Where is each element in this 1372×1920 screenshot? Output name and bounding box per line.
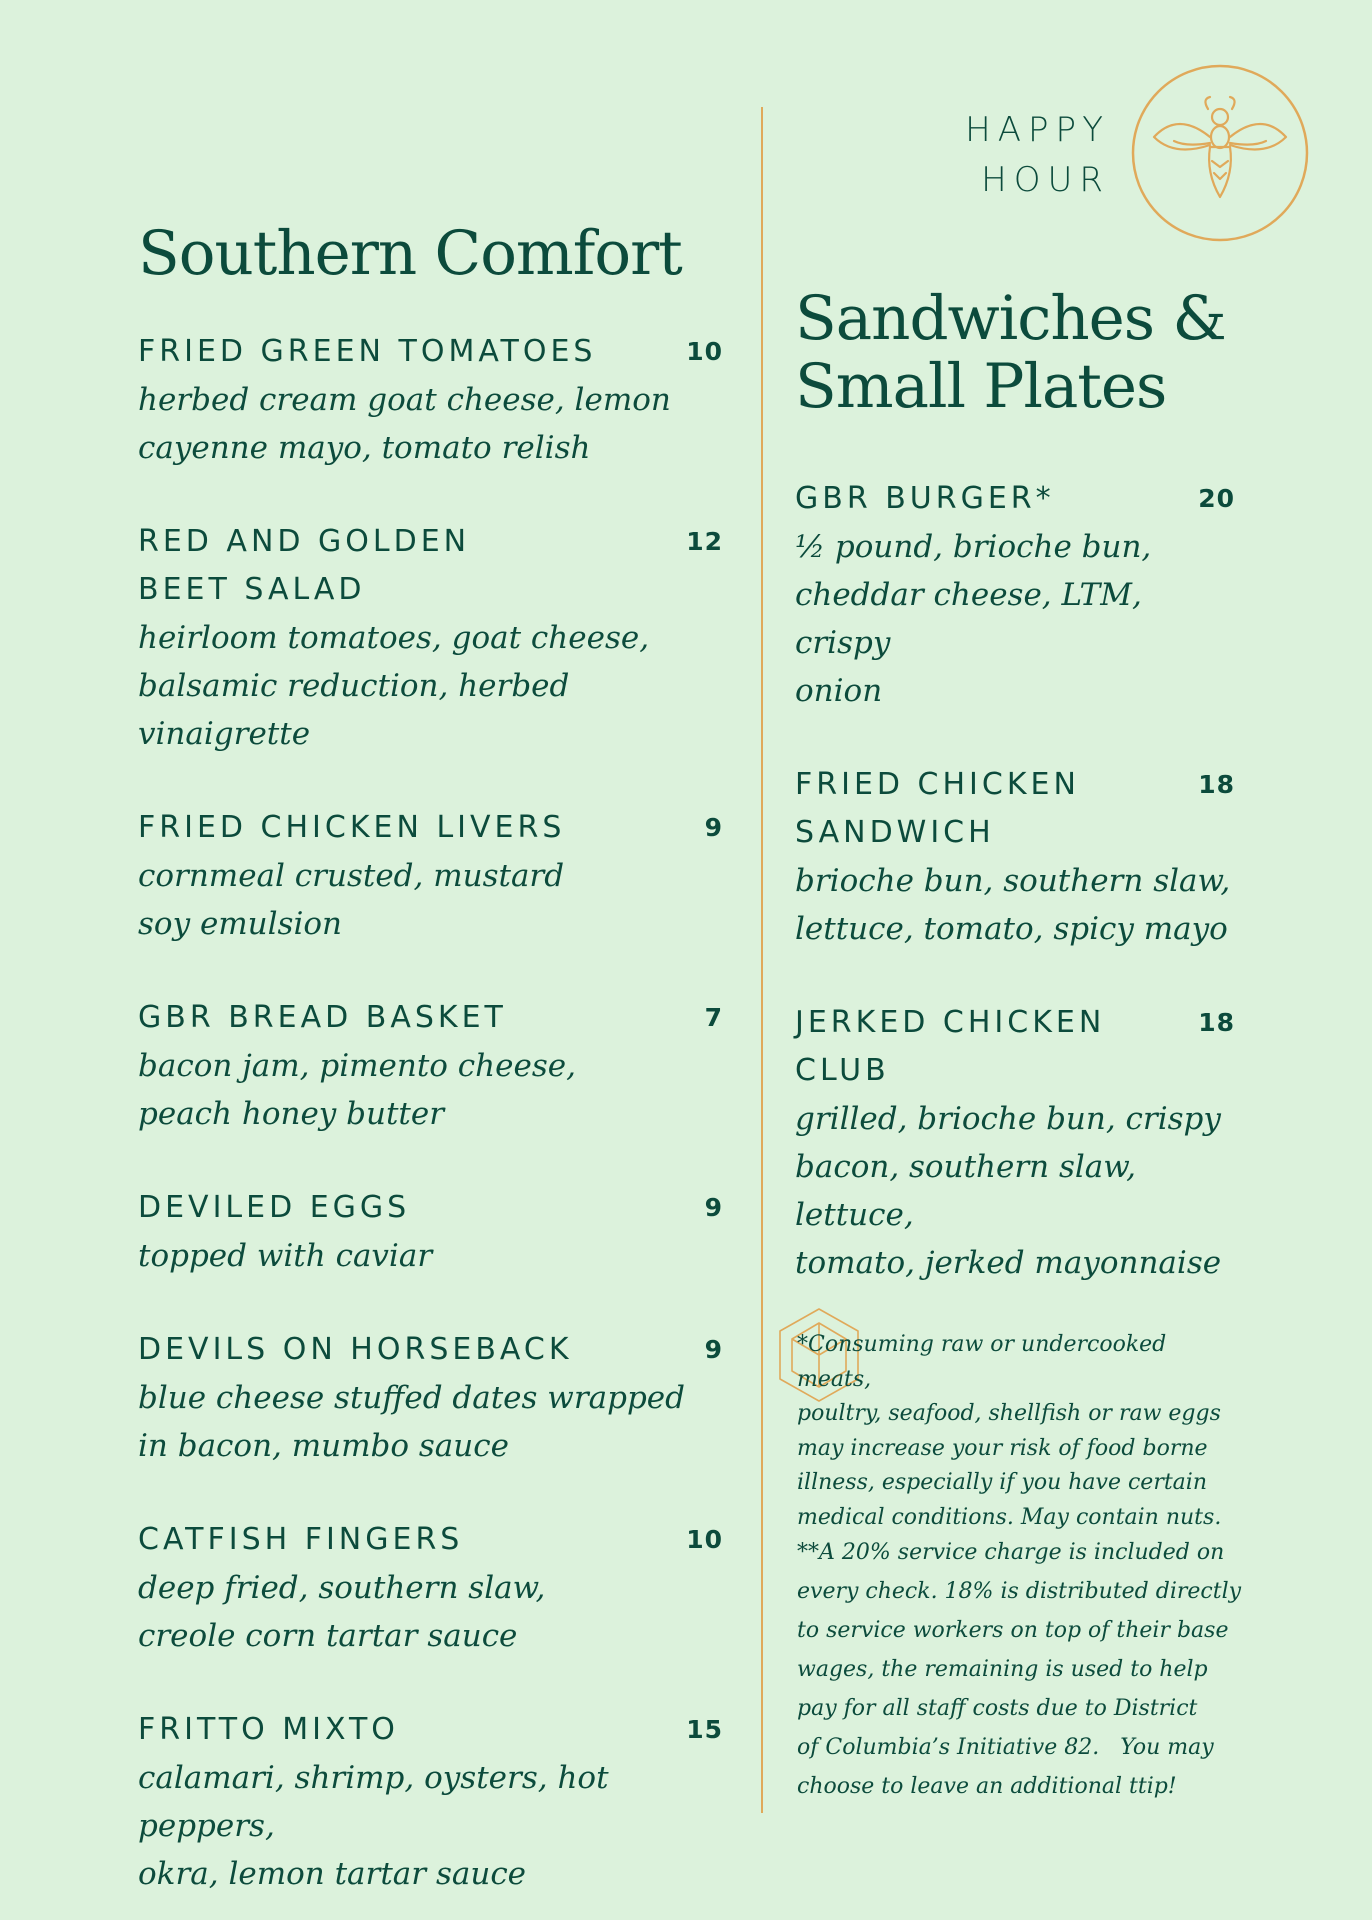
bee-icon <box>1130 63 1310 243</box>
item-name: FRIED CHICKEN LIVERS <box>138 810 566 845</box>
item-description: deep fried, southern slaw, creole corn tartar sauce <box>138 1570 546 1654</box>
item-name: DEVILED EGGS <box>138 1190 411 1225</box>
section-title-sandwiches: Sandwiches & Small Plates <box>795 283 1226 422</box>
menu-item <box>138 1516 723 1660</box>
item-description: bacon jam, pimento cheese, peach honey butter <box>138 1048 576 1132</box>
item-description: cornmeal crusted, mustard soy emulsion <box>138 858 565 942</box>
item-name: CATFISH FINGERS <box>138 1522 464 1557</box>
happy-hour-label <box>940 105 1110 205</box>
service-charge-note: **A 20% service charge is included on every check. 18% is distributed directly to service workers on top of their base wages, the remaining is used to help pay for all staff costs due to District of Columbia’s Initiative 82. You may choose to leave an additional ttip! <box>797 1540 1242 1799</box>
happy-hour-line1: HAPPY <box>965 110 1110 150</box>
item-description: brioche bun, southern slaw, lettuce, tomato, spicy mayo <box>795 863 1231 947</box>
raw-food-disclaimer: *Consuming raw or undercooked meats, poultry, seafood, shellfish or raw eggs may increase your risk of food borne illness, especially if you have certain medical conditions. May contain nuts. <box>797 1332 1222 1530</box>
item-price: 10 <box>686 337 723 366</box>
menu-item <box>795 999 1235 1287</box>
item-price: 9 <box>704 813 723 842</box>
item-price: 12 <box>686 527 723 556</box>
item-price: 7 <box>704 1003 723 1032</box>
menu-item <box>138 1184 723 1280</box>
item-price: 18 <box>1198 770 1235 799</box>
menu-item <box>138 1706 723 1898</box>
item-name: JERKED CHICKEN CLUB <box>795 1005 1106 1088</box>
section-title-southern-comfort: Southern Comfort <box>138 218 682 289</box>
item-name: FRIED GREEN TOMATOES <box>138 334 597 369</box>
item-price: 9 <box>704 1335 723 1364</box>
item-price: 9 <box>704 1193 723 1222</box>
item-name: GBR BURGER* <box>795 481 1055 516</box>
menu-item <box>138 804 723 948</box>
item-description: calamari, shrimp, oysters, hot peppers, okra, lemon tartar sauce <box>138 1760 609 1892</box>
item-description: herbed cream goat cheese, lemon cayenne mayo, tomato relish <box>138 382 671 466</box>
menu-item <box>138 518 723 758</box>
item-price: 10 <box>686 1525 723 1554</box>
item-price: 20 <box>1198 484 1235 513</box>
item-name: DEVILS ON HORSEBACK <box>138 1332 573 1367</box>
item-name: RED AND GOLDEN BEET SALAD <box>138 524 471 607</box>
item-description: heirloom tomatoes, goat cheese, balsamic reduction, herbed vinaigrette <box>138 620 650 752</box>
menu-item <box>795 475 1235 715</box>
item-description: grilled, brioche bun, crispy bacon, southern slaw, lettuce, tomato, jerked mayonnaise <box>795 1101 1222 1281</box>
item-name: FRIED CHICKEN SANDWICH <box>795 767 1080 850</box>
item-name: FRITTO MIXTO <box>138 1712 399 1747</box>
column-divider <box>761 107 763 1813</box>
item-price: 18 <box>1198 1008 1235 1037</box>
item-name: GBR BREAD BASKET <box>138 1000 507 1035</box>
item-description: ½ pound, brioche bun, cheddar cheese, LTM, crispy onion <box>795 529 1152 709</box>
menu-item <box>138 328 723 472</box>
southern-comfort-section <box>138 218 723 1898</box>
item-description: topped with caviar <box>138 1238 433 1274</box>
menu-item <box>138 1326 723 1470</box>
item-price: 15 <box>686 1715 723 1744</box>
happy-hour-line2: HOUR <box>981 160 1110 200</box>
sandwiches-section <box>795 285 1235 1287</box>
menu-item <box>138 994 723 1138</box>
item-description: blue cheese stuffed dates wrapped in bacon, mumbo sauce <box>138 1380 685 1464</box>
menu-item <box>795 761 1235 953</box>
